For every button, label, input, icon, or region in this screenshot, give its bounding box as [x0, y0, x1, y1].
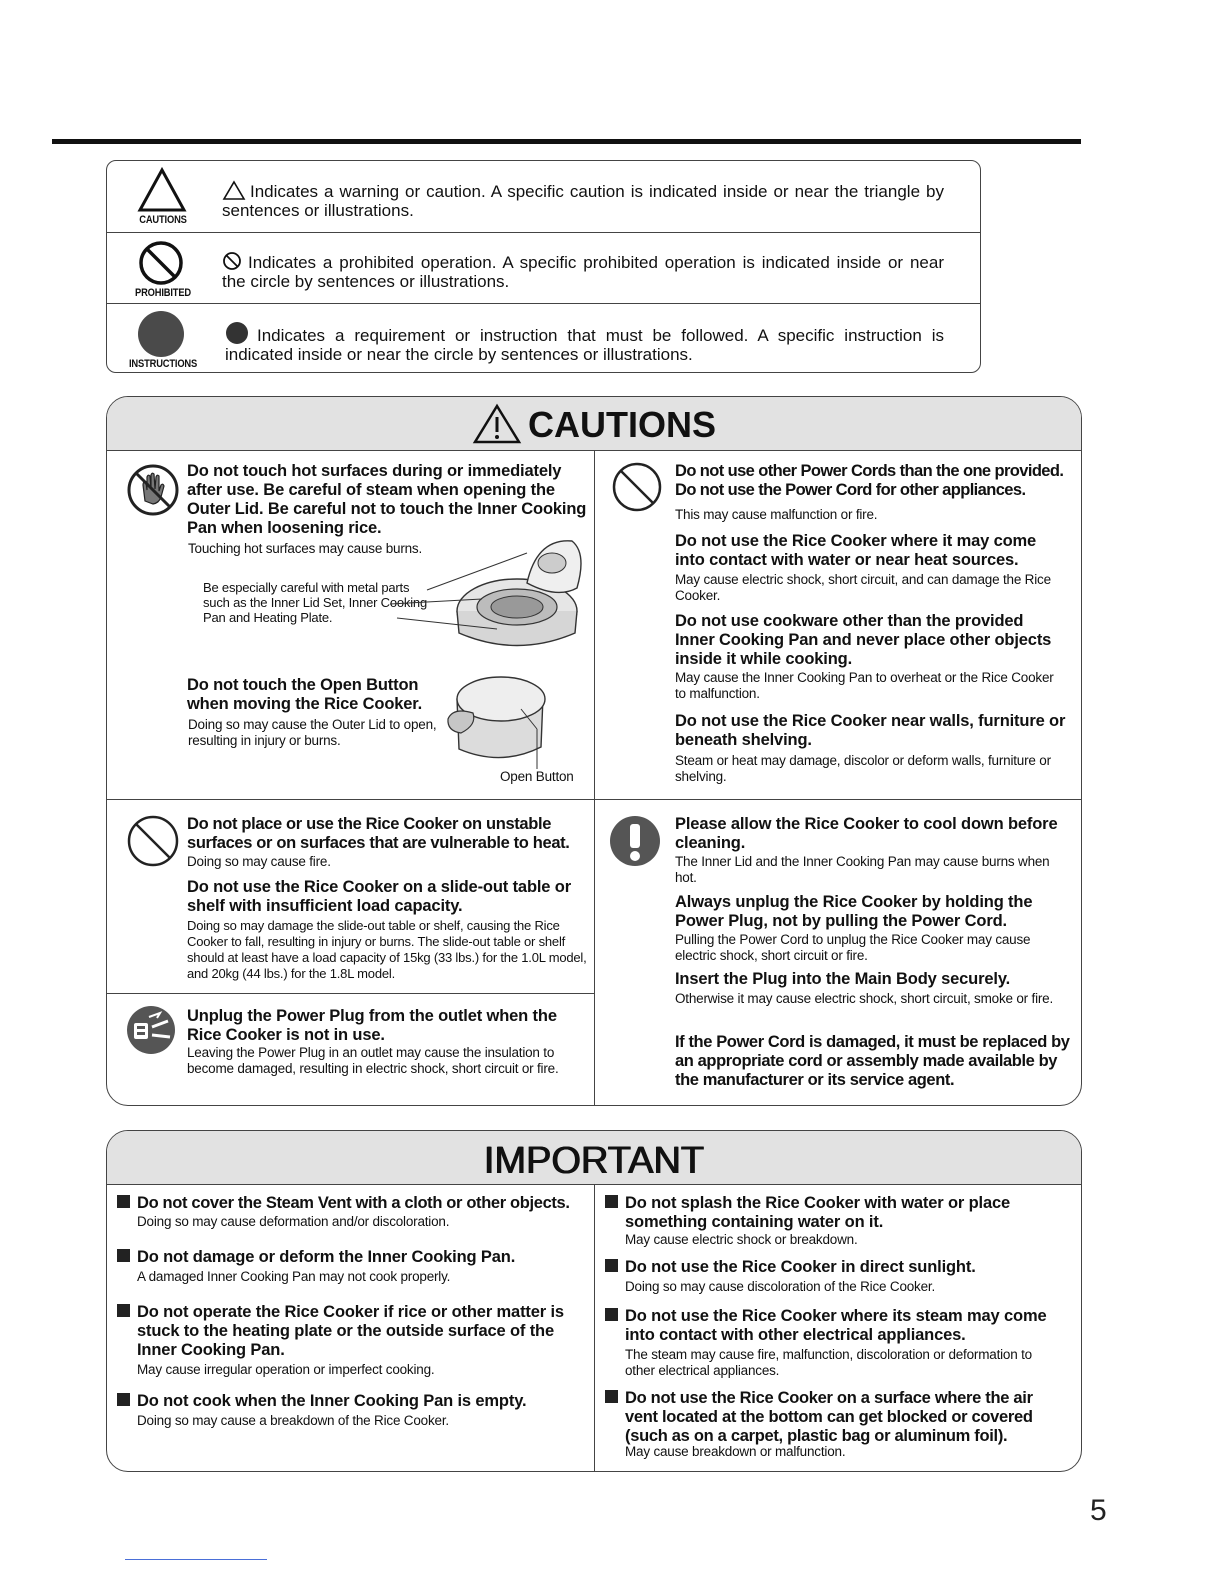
important-detail: May cause electric shock or breakdown.	[625, 1232, 858, 1247]
header-rule	[52, 139, 1081, 144]
bullet-square-icon	[605, 1390, 618, 1403]
legend-text: Indicates a warning or caution. A specific caution is indicated inside or near the triangle by sentences or illustrations.	[222, 182, 944, 220]
caution-detail: This may cause malfunction or fire.	[675, 507, 878, 522]
legend-text: Indicates a requirement or instruction that must be followed. A specific instruction is indicated inside or near the circle by sentences or illustrations.	[225, 322, 944, 364]
legend-label: INSTRUCTIONS	[129, 358, 198, 370]
important-detail: Doing so may cause deformation and/or discoloration.	[137, 1214, 450, 1229]
important-item: Do not operate the Rice Cooker if rice or other matter is stuck to the heating plate or the outside surface of the Inner Cooking Pan.	[117, 1303, 587, 1360]
bullet-square-icon	[605, 1195, 618, 1208]
rice-cooker-closed-illustration	[443, 669, 563, 773]
caution-heading: Do not place or use the Rice Cooker on unstable surfaces or on surfaces that are vulnerable to heat.	[187, 815, 570, 852]
important-item: Do not use the Rice Cooker where its steam may come into contact with other electrical appliances.	[605, 1307, 1065, 1345]
caution-detail: May cause the Inner Cooking Pan to overheat or the Rice Cooker to malfunction.	[675, 670, 1054, 701]
caution-detail: Doing so may damage the slide-out table or shelf, causing the Rice Cooker to fall, resulting in injury or burns. The slide-out table or shelf should at least have a load capacity of 15kg (33 lbs.) for the 1.0L model, and 20kg (44 lbs.) for the 1.8L model.	[187, 918, 587, 981]
unplug-icon	[126, 1005, 176, 1055]
bullet-square-icon	[605, 1259, 618, 1272]
caution-heading: Do not use cookware other than the provided Inner Cooking Pan and never place other objects inside it while cooking.	[675, 612, 1052, 668]
legend-row-cautions	[107, 161, 980, 232]
cautions-panel	[106, 396, 1082, 1106]
important-item: Do not cover the Steam Vent with a cloth or other objects.	[117, 1194, 587, 1213]
caution-heading: Do not use other Power Cords than the one provided. Do not use the Power Cord for other appliances.	[675, 462, 1064, 499]
bullet-square-icon	[117, 1393, 130, 1406]
caution-heading: Do not touch the Open Button when moving the Rice Cooker.	[187, 676, 423, 713]
bullet-square-icon	[605, 1308, 618, 1321]
important-item: Do not splash the Rice Cooker with water or place something containing water on it.	[605, 1194, 1065, 1232]
important-detail: Doing so may cause a breakdown of the Rice Cooker.	[137, 1413, 449, 1428]
metal-parts-callout: Be especially careful with metal parts such as the Inner Lid Set, Inner Cooking Pan and Heating Plate.	[203, 580, 427, 625]
legend-row-prohibited	[107, 232, 980, 303]
important-detail: A damaged Inner Cooking Pan may not cook properly.	[137, 1269, 451, 1284]
legend-label: CAUTIONS	[139, 214, 187, 226]
important-detail: May cause breakdown or malfunction.	[625, 1444, 846, 1459]
legend-text: Indicates a prohibited operation. A specific prohibited operation is indicated inside or near the circle by sentences or illustrations.	[222, 253, 944, 291]
warning-triangle-icon	[137, 167, 187, 213]
caution-detail: Leaving the Power Plug in an outlet may cause the insulation to become damaged, resulting in electric shock, short circuit or fire.	[187, 1045, 559, 1076]
caution-heading: Do not use the Rice Cooker where it may come into contact with water or near heat sources.	[675, 532, 1037, 569]
caution-detail: Pulling the Power Cord to unplug the Rice Cooker may cause electric shock, short circuit or fire.	[675, 932, 1031, 963]
important-item: Do not use the Rice Cooker on a surface where the air vent located at the bottom can get blocked or covered (such as on a carpet, plastic bag or aluminum foil).	[605, 1389, 1065, 1446]
caution-detail: Steam or heat may damage, discolor or deform walls, furniture or shelving.	[675, 753, 1051, 784]
open-button-label: Open Button	[500, 769, 574, 784]
caution-heading: Do not touch hot surfaces during or immediately after use. Be careful of steam when opening the Outer Lid. Be careful not to touch the Inner Cooking Pan when loosening rice.	[187, 462, 587, 537]
no-touch-hand-icon	[126, 463, 180, 517]
important-detail: Doing so may cause discoloration of the Rice Cooker.	[625, 1279, 936, 1294]
caution-detail: Touching hot surfaces may cause burns.	[188, 541, 423, 556]
instruction-exclamation-icon	[609, 815, 661, 867]
caution-detail: Doing so may cause fire.	[187, 854, 331, 869]
caution-heading: If the Power Cord is damaged, it must be replaced by an appropriate cord or assembly made available by the manufacturer or its service agent.	[675, 1033, 1070, 1089]
small-prohibited-icon	[222, 251, 244, 271]
rice-cooker-open-illustration	[387, 533, 587, 658]
caution-detail: Otherwise it may cause electric shock, short circuit, smoke or fire.	[675, 991, 1054, 1006]
caution-detail: The Inner Lid and the Inner Cooking Pan may cause burns when hot.	[675, 854, 1050, 885]
prohibited-icon	[611, 461, 663, 513]
cautions-header: CAUTIONS	[107, 397, 1081, 451]
caution-heading: Do not use the Rice Cooker on a slide-out table or shelf with insufficient load capacity.	[187, 878, 571, 915]
legend-label: PROHIBITED	[135, 287, 191, 299]
important-item: Do not cook when the Inner Cooking Pan is empty.	[117, 1392, 587, 1411]
important-header: IMPORTANT	[107, 1131, 1081, 1185]
legend-row-instructions	[107, 303, 980, 373]
caution-detail: Doing so may cause the Outer Lid to open, resulting in injury or burns.	[188, 717, 437, 748]
caution-heading: Always unplug the Rice Cooker by holding the Power Plug, not by pulling the Power Cord.	[675, 893, 1033, 930]
important-detail: The steam may cause fire, malfunction, discoloration or deformation to other electrical appliances.	[625, 1347, 1032, 1378]
page-number: 5	[1090, 1494, 1107, 1527]
prohibited-icon	[126, 814, 180, 868]
bullet-square-icon	[117, 1195, 130, 1208]
important-panel	[106, 1130, 1082, 1472]
symbol-legend	[106, 160, 981, 373]
small-filled-circle-icon	[225, 322, 253, 344]
instruction-circle-icon	[136, 309, 186, 359]
caution-heading: Do not use the Rice Cooker near walls, furniture or beneath shelving.	[675, 712, 1066, 749]
important-item: Do not damage or deform the Inner Cooking Pan.	[117, 1248, 587, 1267]
bullet-square-icon	[117, 1304, 130, 1317]
caution-heading: Please allow the Rice Cooker to cool down before cleaning.	[675, 815, 1058, 852]
important-item: Do not use the Rice Cooker in direct sunlight.	[605, 1258, 1065, 1277]
caution-detail: May cause electric shock, short circuit, and can damage the Rice Cooker.	[675, 572, 1051, 603]
footer-link-underline	[125, 1559, 267, 1560]
bullet-square-icon	[117, 1249, 130, 1262]
caution-heading: Unplug the Power Plug from the outlet when the Rice Cooker is not in use.	[187, 1007, 557, 1044]
small-triangle-icon	[222, 180, 246, 200]
important-detail: May cause irregular operation or imperfect cooking.	[137, 1362, 435, 1377]
caution-heading: Insert the Plug into the Main Body securely.	[675, 970, 1011, 988]
prohibited-icon	[137, 239, 185, 287]
warning-triangle-icon	[472, 403, 522, 445]
